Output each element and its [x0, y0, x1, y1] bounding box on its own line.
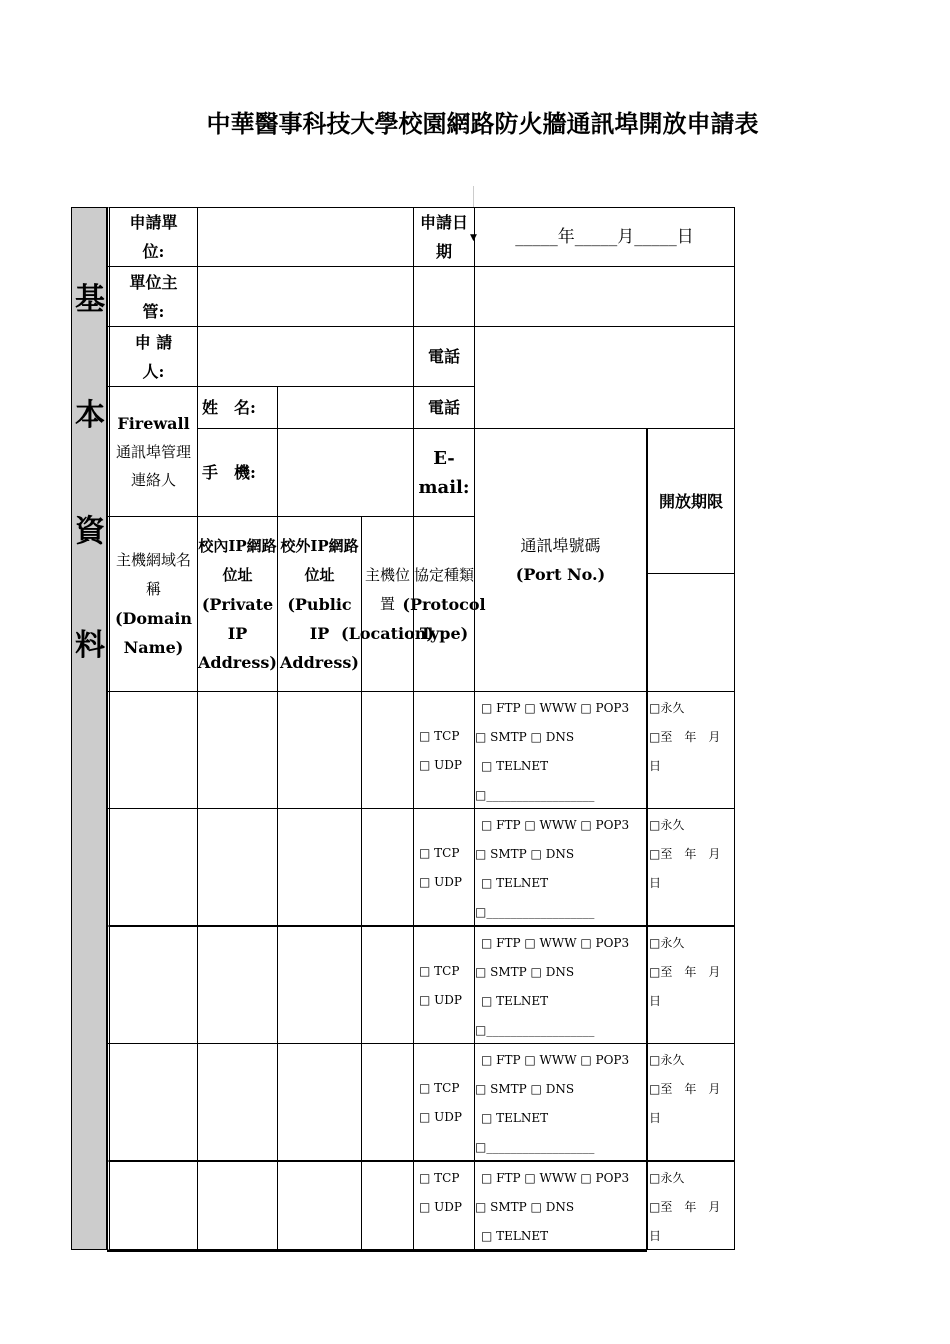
- label-date: 申請日期: [413, 207, 475, 267]
- label-open-period: 開放期限: [647, 428, 735, 574]
- port-option-line[interactable]: □ FTP □ WWW □ POP3: [481, 701, 630, 715]
- label-port-zh: 通訊埠號碼: [520, 536, 601, 555]
- header-port: [474, 428, 648, 692]
- port-cell[interactable]: [474, 691, 648, 809]
- location-cell[interactable]: [361, 1161, 414, 1250]
- label-firewall-en: Firewall: [117, 414, 190, 433]
- port-option-line[interactable]: □ FTP □ WWW □ POP3: [481, 936, 630, 950]
- public-ip-cell[interactable]: [277, 691, 362, 809]
- port-option-line[interactable]: □__________________: [475, 905, 595, 919]
- port-option-line[interactable]: □ SMTP □ DNS: [475, 847, 575, 861]
- page-title: 中華醫事科技大學校園網路防火牆通訊埠開放申請表: [206, 109, 759, 138]
- protocol-option-udp[interactable]: □ UDP: [419, 875, 462, 889]
- port-option-line[interactable]: □ FTP □ WWW □ POP3: [481, 818, 630, 832]
- bottom-border: [107, 1250, 647, 1252]
- port-cell[interactable]: [474, 1161, 648, 1250]
- period-option-line[interactable]: □至 年 月: [649, 847, 721, 861]
- period-option-line[interactable]: 日: [649, 1229, 662, 1243]
- host-name-cell[interactable]: [107, 808, 198, 926]
- period-option-line[interactable]: □永久: [649, 1171, 685, 1185]
- period-option-line[interactable]: 日: [649, 994, 662, 1008]
- phone-field[interactable]: [474, 326, 735, 429]
- caret-down-icon: ▼: [470, 233, 477, 243]
- port-option-line[interactable]: □ TELNET: [481, 1111, 549, 1125]
- port-option-line[interactable]: □ SMTP □ DNS: [475, 730, 575, 744]
- label-name: 姓 名:: [197, 386, 278, 429]
- protocol-cell[interactable]: [413, 1161, 475, 1250]
- label-public-zh: 校外IP網路位址: [280, 536, 359, 584]
- label-firewall-contact: [107, 386, 198, 517]
- side-char: 基: [75, 282, 105, 317]
- header-public-ip: [277, 516, 362, 692]
- protocol-cell[interactable]: [413, 808, 475, 926]
- host-name-cell[interactable]: [107, 926, 198, 1044]
- period-option-line[interactable]: 日: [649, 876, 662, 890]
- port-option-line[interactable]: □ SMTP □ DNS: [475, 1200, 575, 1214]
- label-private-en: (Private IP Address): [198, 594, 277, 672]
- public-ip-cell[interactable]: [277, 808, 362, 926]
- private-ip-cell[interactable]: [197, 1043, 278, 1161]
- port-option-line[interactable]: □ TELNET: [481, 1229, 549, 1243]
- period-option-line[interactable]: □至 年 月: [649, 730, 721, 744]
- port-cell[interactable]: [474, 1043, 648, 1161]
- label-mobile: 手 機:: [197, 428, 278, 517]
- private-ip-cell[interactable]: [197, 926, 278, 1044]
- period-option-line[interactable]: □永久: [649, 1053, 685, 1067]
- port-cell[interactable]: [474, 808, 648, 926]
- side-char: 料: [75, 628, 105, 663]
- header-period-blank: [647, 573, 735, 692]
- period-cell[interactable]: [647, 808, 735, 926]
- period-option-line[interactable]: 日: [649, 1111, 662, 1125]
- private-ip-cell[interactable]: [197, 1161, 278, 1250]
- protocol-option-tcp[interactable]: □ TCP: [419, 1171, 460, 1185]
- public-ip-cell[interactable]: [277, 1161, 362, 1250]
- label-public-en: (Public IP Address): [280, 594, 359, 672]
- label-protocol-en: (Protocol Type): [402, 594, 486, 643]
- label-protocol-zh: 協定種類: [414, 565, 475, 584]
- mobile-field[interactable]: [277, 428, 414, 517]
- label-host-en: (Domain Name): [114, 609, 193, 657]
- port-option-line[interactable]: □ SMTP □ DNS: [475, 1082, 575, 1096]
- period-cell[interactable]: [647, 926, 735, 1044]
- name-field[interactable]: [277, 386, 414, 429]
- port-option-line[interactable]: □ TELNET: [481, 994, 549, 1008]
- date-field[interactable]: _____年_____月_____日: [474, 207, 735, 267]
- section-sidebar: [71, 207, 107, 1250]
- host-name-cell[interactable]: [107, 691, 198, 809]
- protocol-cell[interactable]: [413, 926, 475, 1044]
- side-char: 本: [75, 398, 105, 433]
- port-option-line[interactable]: □ SMTP □ DNS: [475, 965, 575, 979]
- public-ip-cell[interactable]: [277, 926, 362, 1044]
- protocol-option-tcp[interactable]: □ TCP: [419, 846, 460, 860]
- protocol-option-udp[interactable]: □ UDP: [419, 993, 462, 1007]
- label-firewall-zh: 通訊埠管理連絡人: [115, 443, 191, 489]
- protocol-option-tcp[interactable]: □ TCP: [419, 1081, 460, 1095]
- protocol-option-udp[interactable]: □ UDP: [419, 758, 462, 772]
- port-option-line[interactable]: □ TELNET: [481, 876, 549, 890]
- divider: [473, 186, 474, 208]
- period-option-line[interactable]: □至 年 月: [649, 1082, 721, 1096]
- label-phone: 電話: [413, 326, 475, 387]
- protocol-cell[interactable]: [413, 1043, 475, 1161]
- label-port-en: (Port No.): [515, 565, 606, 584]
- protocol-option-udp[interactable]: □ UDP: [419, 1110, 462, 1124]
- period-option-line[interactable]: □永久: [649, 701, 685, 715]
- label-location-zh: 主機位置: [364, 565, 410, 613]
- header-protocol: [402, 516, 486, 692]
- port-option-line[interactable]: □ FTP □ WWW □ POP3: [481, 1053, 630, 1067]
- location-cell[interactable]: [361, 1043, 414, 1161]
- supervisor-extra-field[interactable]: [413, 266, 475, 327]
- period-option-line[interactable]: □永久: [649, 818, 685, 832]
- supervisor-field[interactable]: [197, 266, 414, 327]
- label-email: E-mail:: [413, 428, 475, 517]
- unit-field[interactable]: [197, 207, 414, 267]
- protocol-option-udp[interactable]: □ UDP: [419, 1200, 462, 1214]
- period-option-line[interactable]: □至 年 月: [649, 1200, 721, 1214]
- header-host-name: [107, 516, 198, 692]
- private-ip-cell[interactable]: [197, 808, 278, 926]
- period-option-line[interactable]: □永久: [649, 936, 685, 950]
- label-unit: 申請單位:: [107, 207, 198, 267]
- location-cell[interactable]: [361, 691, 414, 809]
- label-supervisor: 單位主管:: [107, 266, 198, 327]
- protocol-option-tcp[interactable]: □ TCP: [419, 964, 460, 978]
- period-cell[interactable]: [647, 1043, 735, 1161]
- port-cell[interactable]: [474, 926, 648, 1044]
- public-ip-cell[interactable]: [277, 1043, 362, 1161]
- label-host-zh: 主機網域名稱: [115, 551, 191, 598]
- label-location-en: (Location): [341, 623, 434, 643]
- host-name-cell[interactable]: [107, 1043, 198, 1161]
- port-option-line[interactable]: □ FTP □ WWW □ POP3: [481, 1171, 630, 1185]
- period-option-line[interactable]: 日: [649, 759, 662, 773]
- protocol-option-tcp[interactable]: □ TCP: [419, 729, 460, 743]
- period-cell[interactable]: [647, 691, 735, 809]
- location-cell[interactable]: [361, 926, 414, 1044]
- supervisor-extra-field-2[interactable]: [474, 266, 735, 327]
- label-phone-2: 電話: [413, 386, 475, 429]
- port-option-line[interactable]: □ TELNET: [481, 759, 549, 773]
- protocol-cell[interactable]: [413, 691, 475, 809]
- applicant-field[interactable]: [197, 326, 414, 387]
- period-option-line[interactable]: □至 年 月: [649, 965, 721, 979]
- private-ip-cell[interactable]: [197, 691, 278, 809]
- header-private-ip: [197, 516, 278, 692]
- label-applicant: 申 請 人:: [107, 326, 198, 387]
- port-option-line[interactable]: □__________________: [475, 1023, 595, 1037]
- host-name-cell[interactable]: [107, 1161, 198, 1250]
- location-cell[interactable]: [361, 808, 414, 926]
- period-cell[interactable]: [647, 1161, 735, 1250]
- port-option-line[interactable]: □__________________: [475, 1140, 595, 1154]
- label-private-zh: 校內IP網路位址: [198, 536, 277, 584]
- side-char: 資: [75, 514, 105, 549]
- port-option-line[interactable]: □__________________: [475, 788, 595, 802]
